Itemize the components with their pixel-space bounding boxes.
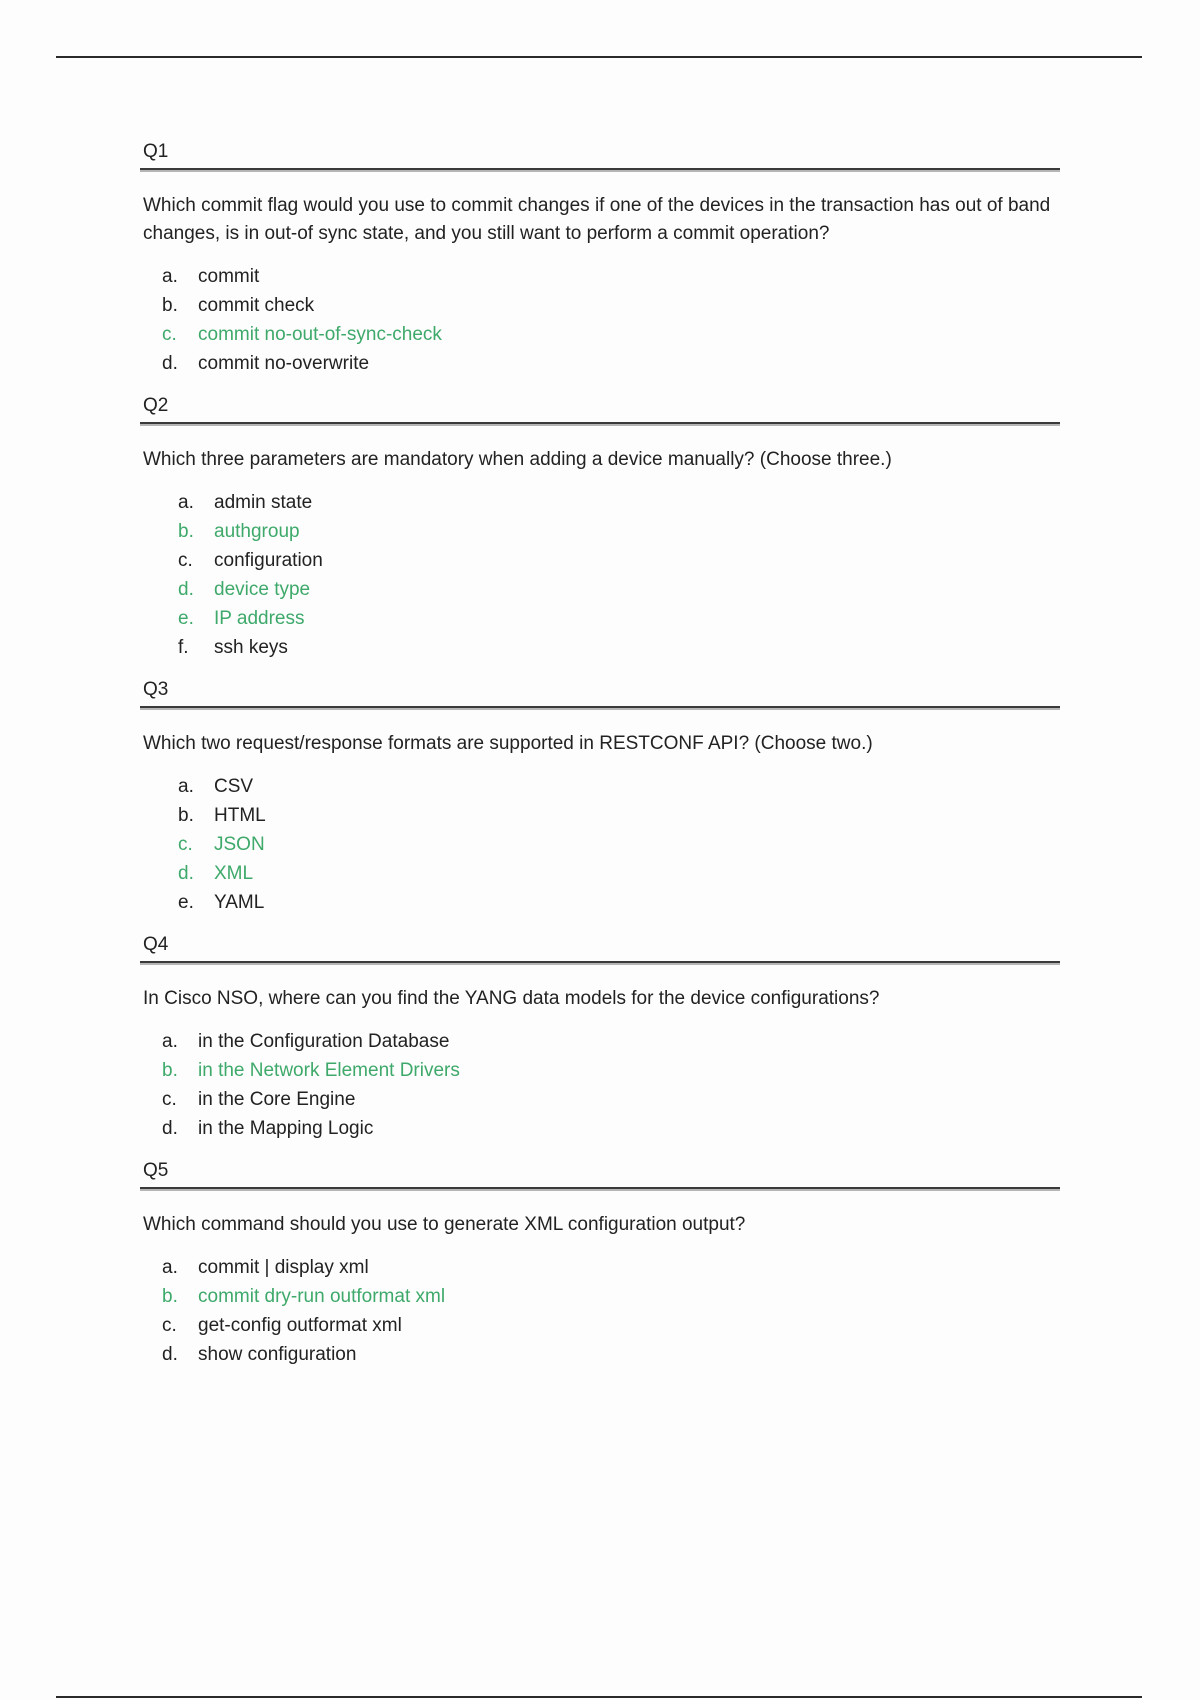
answer-option[interactable] [140, 1085, 1060, 1114]
option-letter: c. [162, 324, 177, 345]
answer-option[interactable] [140, 1056, 1060, 1085]
option-text: authgroup [214, 521, 300, 542]
option-letter: c. [162, 1315, 177, 1336]
answer-option[interactable] [140, 888, 1060, 917]
question-text: Which two request/response formats are supported in RESTCONF API? (Choose two.) [143, 733, 873, 754]
answer-option[interactable] [140, 1340, 1060, 1369]
option-text: in the Core Engine [198, 1089, 356, 1110]
option-letter: d. [178, 579, 194, 600]
option-letter: b. [178, 805, 194, 826]
question-text: Which commit flag would you use to commit changes if one of the devices in the transaction has out of band changes, is in out-of sync state, and you still want to perform a commit operation? [143, 195, 1051, 244]
answer-option[interactable] [140, 859, 1060, 888]
option-letter: b. [162, 1060, 178, 1081]
question-divider [140, 1187, 1060, 1191]
option-text: XML [214, 863, 254, 884]
option-text: commit check [198, 295, 315, 316]
option-letter: b. [178, 521, 194, 542]
option-letter: c. [178, 834, 193, 855]
question-text: In Cisco NSO, where can you find the YANG data models for the device configurations? [143, 988, 880, 1009]
question-5 [140, 1159, 1060, 1369]
question-heading: Q2 [143, 395, 169, 416]
option-letter: c. [162, 1089, 177, 1110]
answer-option[interactable] [140, 488, 1060, 517]
answer-options [140, 772, 1060, 917]
answer-option[interactable] [140, 320, 1060, 349]
question-divider [140, 706, 1060, 710]
option-text: device type [214, 579, 311, 600]
question-2 [140, 394, 1060, 662]
question-list [140, 140, 1060, 1385]
answer-options [140, 262, 1060, 378]
option-letter: c. [178, 550, 193, 571]
question-4 [140, 933, 1060, 1143]
answer-option[interactable] [140, 1282, 1060, 1311]
option-text: YAML [214, 892, 265, 913]
answer-option[interactable] [140, 1114, 1060, 1143]
answer-option[interactable] [140, 291, 1060, 320]
option-letter: d. [162, 1344, 178, 1365]
option-text: in the Network Element Drivers [198, 1060, 460, 1081]
question-heading: Q4 [143, 934, 169, 955]
answer-option[interactable] [140, 830, 1060, 859]
option-text: show configuration [198, 1344, 357, 1365]
option-letter: d. [162, 353, 178, 374]
option-letter: a. [178, 776, 194, 797]
option-text: ssh keys [214, 637, 288, 658]
answer-options [140, 488, 1060, 662]
option-letter: a. [162, 1031, 178, 1052]
question-divider [140, 961, 1060, 965]
option-letter: b. [162, 1286, 178, 1307]
question-heading: Q3 [143, 679, 169, 700]
option-text: CSV [214, 776, 254, 797]
answer-option[interactable] [140, 546, 1060, 575]
answer-option[interactable] [140, 575, 1060, 604]
option-text: JSON [214, 834, 265, 855]
option-letter: b. [162, 295, 178, 316]
answer-option[interactable] [140, 517, 1060, 546]
option-text: commit no-overwrite [198, 353, 370, 374]
answer-option[interactable] [140, 1311, 1060, 1340]
option-text: get-config outformat xml [198, 1315, 402, 1336]
question-heading: Q5 [143, 1160, 169, 1181]
option-letter: a. [162, 266, 178, 287]
option-letter: e. [178, 608, 194, 629]
option-text: admin state [214, 492, 313, 513]
answer-option[interactable] [140, 801, 1060, 830]
question-divider [140, 422, 1060, 426]
option-letter: d. [162, 1118, 178, 1139]
page-header-rule [56, 56, 1142, 58]
answer-option[interactable] [140, 262, 1060, 291]
option-letter: f. [178, 637, 189, 658]
answer-options [140, 1253, 1060, 1369]
page-footer-rule [56, 1696, 1142, 1698]
question-1 [140, 140, 1060, 378]
option-text: commit | display xml [198, 1257, 369, 1278]
answer-option[interactable] [140, 1027, 1060, 1056]
option-letter: a. [162, 1257, 178, 1278]
question-divider [140, 168, 1060, 172]
option-letter: d. [178, 863, 194, 884]
question-3 [140, 678, 1060, 917]
option-letter: e. [178, 892, 194, 913]
answer-option[interactable] [140, 349, 1060, 378]
option-text: in the Mapping Logic [198, 1118, 374, 1139]
option-text: HTML [214, 805, 266, 826]
question-text: Which command should you use to generate XML configuration output? [143, 1214, 746, 1235]
option-text: commit no-out-of-sync-check [198, 324, 442, 345]
answer-options [140, 1027, 1060, 1143]
question-text: Which three parameters are mandatory when adding a device manually? (Choose three.) [143, 449, 892, 470]
option-text: commit dry-run outformat xml [198, 1286, 446, 1307]
answer-option[interactable] [140, 604, 1060, 633]
option-text: in the Configuration Database [198, 1031, 450, 1052]
option-letter: a. [178, 492, 194, 513]
question-heading: Q1 [143, 141, 169, 162]
answer-option[interactable] [140, 772, 1060, 801]
answer-option[interactable] [140, 633, 1060, 662]
option-text: commit [198, 266, 260, 287]
option-text: configuration [214, 550, 323, 571]
option-text: IP address [214, 608, 305, 629]
answer-option[interactable] [140, 1253, 1060, 1282]
